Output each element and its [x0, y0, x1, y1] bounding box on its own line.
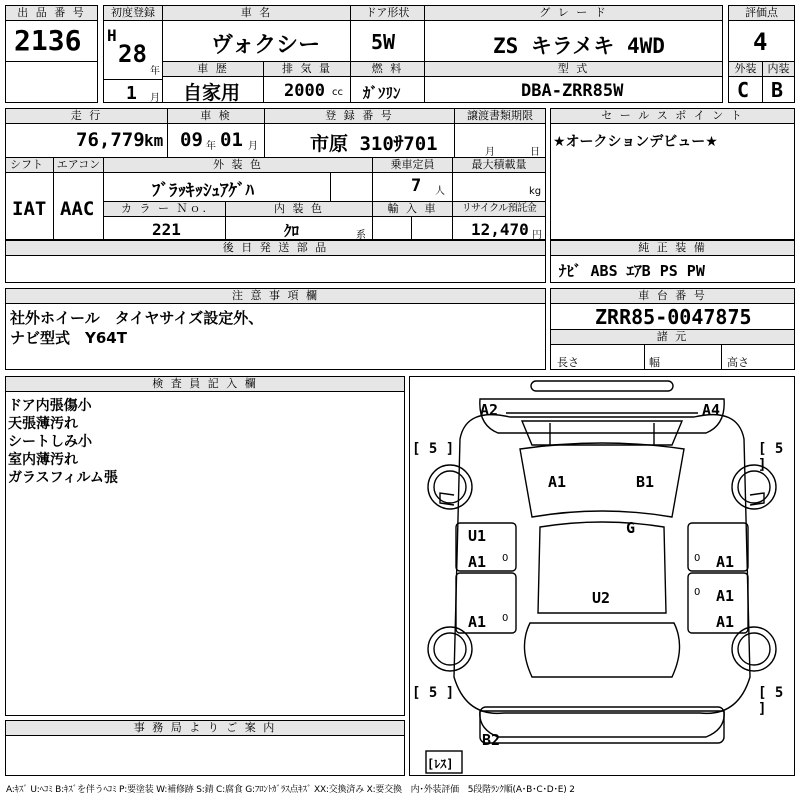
- fuel-box: [350, 61, 425, 103]
- int-color-box: [225, 201, 373, 240]
- inspection-year: 09: [180, 129, 203, 151]
- notes-box: [5, 288, 546, 370]
- mileage-label: 走 行: [6, 109, 167, 124]
- first-reg-era: H: [107, 26, 117, 45]
- ac-box: [53, 157, 104, 240]
- model-box: [424, 61, 723, 103]
- import-box: [372, 201, 453, 240]
- mark-a1-hood: A1: [548, 473, 567, 491]
- car-name-label: 車 名: [163, 6, 350, 21]
- shift-box: [5, 157, 54, 240]
- ac-value: AAC: [60, 198, 95, 220]
- mark-u1: U1: [468, 527, 487, 545]
- mileage-value: 76,779: [76, 129, 145, 151]
- rear-shape: [524, 623, 679, 677]
- car-diagram: [410, 377, 794, 775]
- door-zero-2: 0: [502, 613, 509, 624]
- color-no-label: カ ラ ー Ｎｏ.: [104, 202, 225, 217]
- inspector-line-3: シートしみ小: [8, 434, 92, 450]
- int-score-label: 内装: [763, 62, 794, 77]
- door-zero-1: 0: [502, 553, 509, 564]
- spec-length-label: 長さ: [557, 356, 579, 369]
- first-reg-month: 1: [126, 83, 137, 103]
- import-label: 輸 入 車: [373, 202, 452, 217]
- car-name: ヴォクシー: [211, 33, 321, 58]
- specs-label: 諸 元: [551, 330, 794, 345]
- displacement-unit: cc: [332, 87, 343, 98]
- ext-score-label: 外装: [729, 62, 762, 77]
- ext-color-box: [103, 157, 373, 202]
- mark-u2: U2: [592, 589, 611, 607]
- mark-a1-left-rear: A1: [468, 613, 487, 631]
- legend-text: A:ｷｽﾞ U:ﾍｺﾐ B:ｷｽﾞを伴うﾍｺﾐ P:要塗装 W:補修跡 S:錆 C:腐食 G:ﾌﾛﾝﾄｶﾞﾗｽ点ｷｽﾞ XX:交換済み X:要交換 内･外装評価 5段階ﾗﾝｸ順(A･B･C･D･E) 2: [6, 785, 575, 795]
- door-zero-3: 0: [694, 553, 701, 564]
- notes-line-2: ナビ型式 Y64T: [10, 329, 127, 347]
- parts-label: 後 日 発 送 部 品: [6, 241, 545, 256]
- body-outline-shape: [454, 415, 750, 714]
- front-bumper-shape: [531, 381, 673, 391]
- ac-label: エアコン: [54, 158, 103, 173]
- tire-mark-front-right: [ 5 ]: [758, 441, 784, 473]
- doors-label: ドア形状: [351, 6, 424, 21]
- first-registration-box: [103, 5, 163, 103]
- inspection-month-unit: 月: [248, 141, 258, 152]
- sales-point-box: [550, 108, 795, 240]
- displacement-value: 2000: [284, 81, 325, 101]
- sales-point-value: ★オークションデビュー★: [553, 134, 718, 150]
- mileage-unit: km: [144, 131, 164, 150]
- rear-outline-shape: [480, 711, 724, 737]
- shift-value: IAT: [12, 198, 47, 220]
- doors-value: 5W: [371, 30, 396, 54]
- mark-a1-right-front: A1: [716, 553, 735, 571]
- int-color-unit: 系: [356, 230, 366, 240]
- tire-mark-rear-right: [ 5 ]: [758, 685, 784, 717]
- mark-a2: A2: [480, 401, 499, 419]
- tire-mark-front-left: [ 5 ]: [412, 441, 455, 457]
- lot-number-box: [5, 5, 98, 62]
- color-no-value: 221: [152, 220, 181, 239]
- fuel-label: 燃 料: [351, 62, 424, 77]
- inspector-line-4: 室内薄汚れ: [8, 452, 78, 468]
- int-color-label: 内 装 色: [226, 202, 372, 217]
- transfer-month-unit: 月: [485, 147, 495, 158]
- mark-a1-left-front: A1: [468, 553, 487, 571]
- max-load-unit: kg: [529, 186, 542, 197]
- first-reg-month-unit: 月: [150, 93, 160, 103]
- inspector-line-1: ドア内張傷小: [8, 398, 92, 414]
- inspector-label: 検 査 員 記 入 欄: [6, 377, 404, 392]
- transfer-box: [454, 108, 546, 158]
- max-load-box: [452, 157, 546, 202]
- displacement-box: [263, 61, 351, 103]
- history-label: 車 歴: [163, 62, 263, 77]
- office-box: [5, 720, 405, 776]
- office-label: 事 務 局 よ り ご 案 内: [6, 721, 404, 736]
- mark-a1-rear: A1: [716, 613, 735, 631]
- capacity-box: [372, 157, 453, 202]
- ext-color-value: ﾌﾞﾗｯｷｯｼｭｱｹﾞﾊ: [152, 181, 254, 201]
- inspection-box: [167, 108, 265, 158]
- score-box: [728, 5, 795, 62]
- plate-value: 市原 310ｻ701: [310, 133, 438, 155]
- lot-number-label: 出 品 番 号: [6, 6, 97, 21]
- mark-a1-right-rear: A1: [716, 587, 735, 605]
- inspection-label: 車 検: [168, 109, 264, 124]
- first-registration-label: 初度登録: [104, 6, 162, 21]
- transfer-label: 譲渡書類期限: [455, 109, 545, 124]
- score-value: 4: [753, 28, 768, 56]
- doors-box: [350, 5, 425, 62]
- recycle-unit: 円: [532, 230, 542, 240]
- chassis-value: ZRR85-0047875: [595, 305, 752, 329]
- history-box: [162, 61, 264, 103]
- inspection-year-unit: 年: [206, 141, 216, 152]
- car-diagram-box: [409, 376, 795, 776]
- mark-b2: B2: [482, 731, 501, 749]
- tire-mark-rear-left: [ 5 ]: [412, 685, 455, 701]
- mileage-box: [5, 108, 168, 158]
- spec-height-label: 高さ: [727, 356, 749, 369]
- shift-label: シフト: [6, 158, 53, 173]
- plate-box: [264, 108, 455, 158]
- spare-tire-mark: [ﾚｽ]: [427, 757, 454, 771]
- inspector-line-2: 天張薄汚れ: [8, 416, 78, 432]
- spec-width-label: 幅: [649, 356, 660, 369]
- model-value: DBA-ZRR85W: [521, 81, 624, 101]
- capacity-unit: 人: [435, 186, 445, 197]
- history-value: 自家用: [183, 82, 241, 103]
- mark-a4: A4: [702, 401, 721, 419]
- equipment-value: ﾅﾋﾞ ABS ｴｱB PS PW: [559, 262, 705, 280]
- fuel-value: ｶﾞｿﾘﾝ: [363, 84, 401, 102]
- ext-color-label: 外 装 色: [104, 158, 372, 173]
- parts-box: [5, 240, 546, 283]
- inspector-line-5: ガラスフィルム張: [8, 470, 118, 486]
- inspector-box: [5, 376, 405, 716]
- grade-label: グ レ ー ド: [425, 6, 722, 21]
- car-name-box: [162, 5, 351, 62]
- inspection-month: 01: [220, 129, 243, 151]
- ext-score-box: [728, 61, 763, 103]
- notes-line-1: 社外ホイール タイヤサイズ設定外、: [10, 309, 264, 327]
- first-reg-year: 28: [118, 40, 147, 68]
- int-score-box: [762, 61, 795, 103]
- lot-number: 2136: [14, 24, 82, 57]
- mark-b1: B1: [636, 473, 655, 491]
- transfer-day-unit: 日: [530, 147, 540, 158]
- recycle-label: リサイクル預託金: [453, 202, 545, 217]
- chassis-box: [550, 288, 795, 330]
- grade-value: ZS キラメキ 4WD: [493, 34, 665, 58]
- hood-shape: [520, 443, 684, 517]
- mark-g: G: [626, 519, 636, 537]
- lot-extra-box: [5, 61, 98, 103]
- door-zero-4: 0: [694, 587, 701, 598]
- recycle-value: 12,470: [471, 220, 529, 239]
- color-no-box: [103, 201, 226, 240]
- first-reg-year-unit: 年: [150, 66, 160, 77]
- int-score-value: B: [771, 78, 784, 102]
- equipment-label: 純 正 装 備: [551, 241, 794, 256]
- specs-box: [550, 329, 795, 370]
- chassis-label: 車 台 番 号: [551, 289, 794, 304]
- score-label: 評価点: [729, 6, 794, 21]
- grade-box: [424, 5, 723, 62]
- max-load-label: 最大積載量: [453, 158, 545, 173]
- ext-score-value: C: [737, 78, 750, 102]
- capacity-value: 7: [411, 176, 422, 196]
- front-outline-shape: [480, 399, 724, 433]
- notes-label: 注 意 事 項 欄: [6, 289, 545, 304]
- sales-point-label: セ ー ル ス ポ イ ン ト: [551, 109, 794, 124]
- recycle-box: [452, 201, 546, 240]
- plate-label: 登 録 番 号: [265, 109, 454, 124]
- displacement-label: 排 気 量: [264, 62, 350, 77]
- equipment-box: [550, 240, 795, 283]
- capacity-label: 乗車定員: [373, 158, 452, 173]
- model-label: 型 式: [425, 62, 722, 77]
- int-color-value: ｸﾛ: [284, 222, 300, 240]
